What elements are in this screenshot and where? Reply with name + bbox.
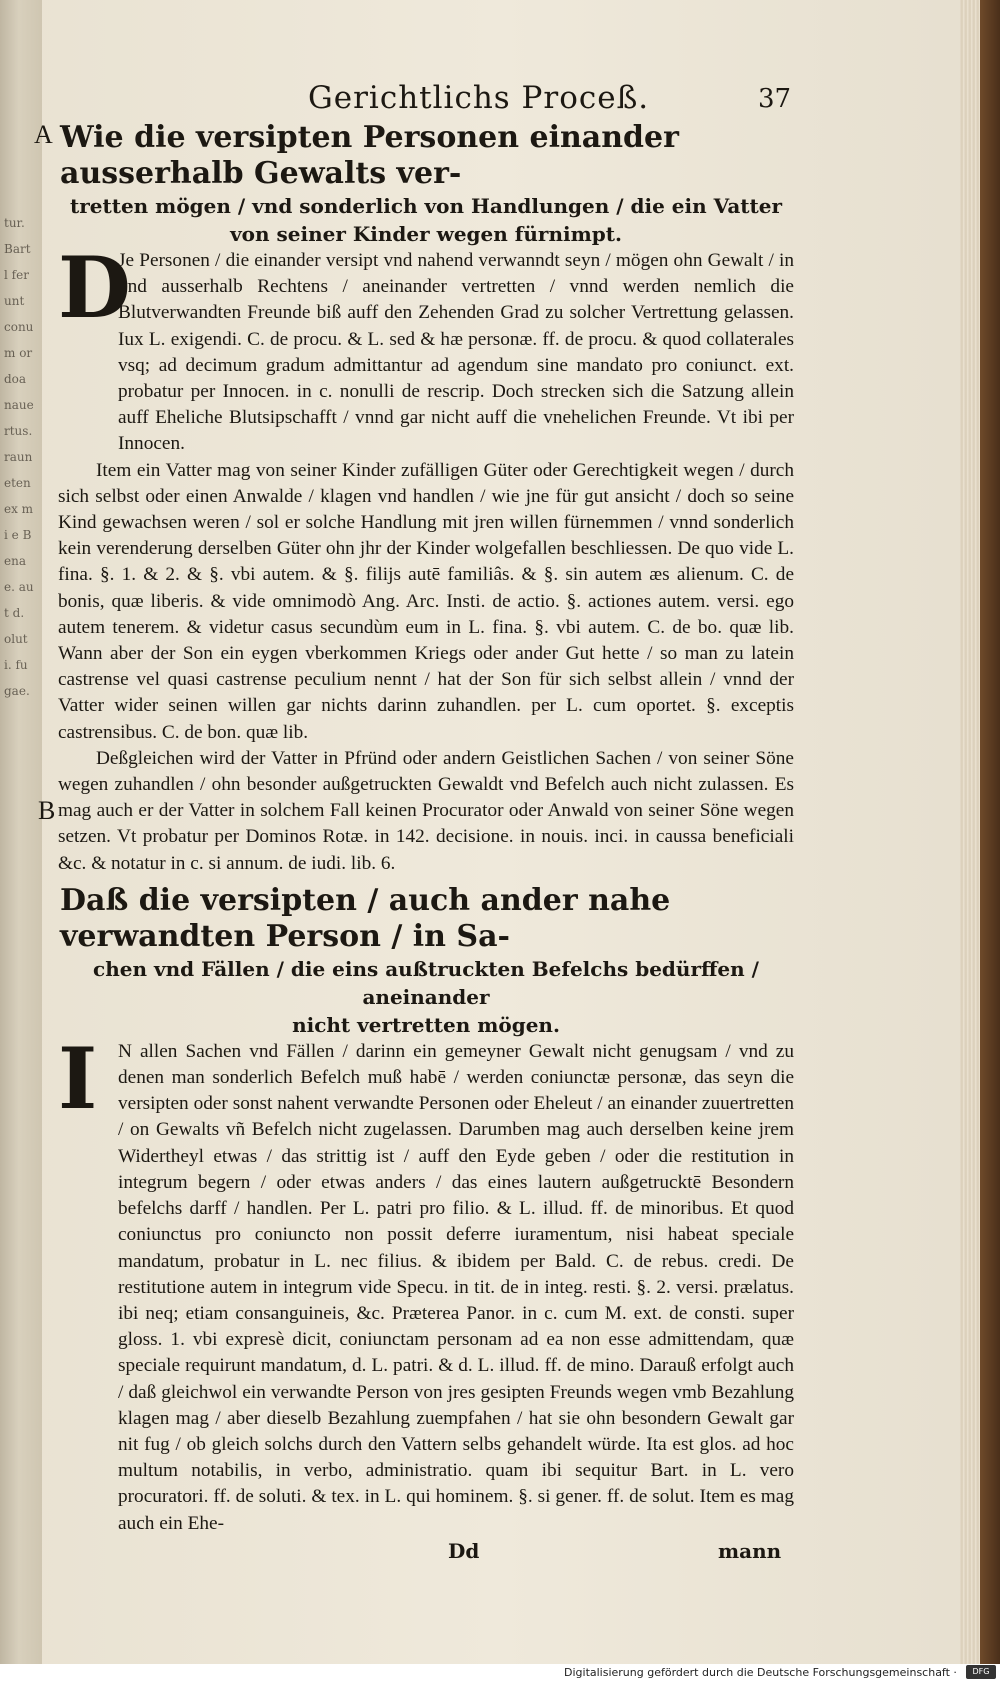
marginal-letter-b: B [38,796,56,825]
heading-1-line-2: tretten mögen / vnd sonderlich von Handlungen / die ein Vatter [69,194,783,218]
running-head [58,80,794,120]
digitization-credit: Digitalisierung gefördert durch die Deutsche Forschungsgemeinschaft · [564,1666,957,1679]
heading-2-line-2: chen vnd Fällen / die eins außtruckten Befelchs bedürffen / aneinander [93,956,759,1009]
section-heading-1 [58,120,794,248]
catchword: mann [718,1538,782,1563]
dropcap-i: I [58,1028,98,1128]
catch-line [58,1539,794,1569]
text-page [34,80,794,1569]
section-heading-2 [58,883,794,1039]
marginal-letter-a: A [34,120,53,149]
heading-2-line-1: Daß die versipten / auch ander nahe verwandten Person / in Sa- [60,882,671,954]
section-1-paragraph-1: Je Personen / die einander versipt vnd nahend verwanndt seyn / mögen ohn Gewalt / in vnd ausserhalb Rechtens / aneinander vertretten / vnnd werden nemlich die Blutverwandten Freunde biß auff den Zehenden Grad zu solcher Vertrettung gelassen. Iux L. exigendi. C. de procu. & L. sed & hæ personæ. ff. de procu. & quod collaterales vsq; ad decimum gradum admittantur ad agendum sine mandato pro coniunct. ext. probatur per Innocen. in c. nonulli de rescrip. Doch strecken sich die Satzung allein auff Eheliche Blutsipschafft / vnnd gar nicht auff die vnehelichen Freunde. Vt ibi per Innocen. [118,250,794,455]
book-cover-edge [980,0,1000,1664]
section-2-opening [58,1028,794,1537]
dfg-logo: DFG [966,1665,996,1679]
running-title: Gerichtlichs Proceß. [308,80,650,116]
section-1-paragraph-3: Deßgleichen wird der Vatter in Pfründ oder andern Geistlichen Sachen / von seiner Söne wegen zuhandlen / ohn besonder außgetruckten Gewaldt vnd Befelch auch nicht zulassen. Es mag auch er der Vatter in solchem Fall keinen Procurator oder Anwald von seiner Söne wegen setzen. Vt probatur per Dominos Rotæ. in 142. decisione. in nouis. inci. in caussa beneficiali &c. & notatur in c. si annum. de iudi. lib. 6. [58,747,794,874]
previous-page-fragment: tur. Bartl ferunt conum ordoa nauertus. rauneten ex mi e Benae. aut d. oluti. fugae. [4,216,34,698]
binding-edge [0,0,42,1664]
signature-mark: Dd [448,1538,480,1563]
section-2-paragraph-1: N allen Sachen vnd Fällen / darinn ein gemeyner Gewalt nicht genugsam / vnd zu denen man sonderlich Befelch muß habē / werden coniunctæ personæ, das seyn die versipten oder sonst nahent verwandte Personen oder Eheleut / an einander zuuertretten / on Gewalts vñ Befelch nicht zugelassen. Darumben mag auch derselben keine jrem Widertheyl etwas / das strittig ist / auff den Eyde geben / oder die restitution in integrum begern / oder etwas anders / das eines lautern außgetrucktē Besondern befelchs darff / handlen. Per L. patri pro filio. & L. illud. ff. de minoribus. Et quod coniunctus pro coniuncto non possit deferre iuramentum, nisi habeat speciale mandatum, probatur in L. nec filius. & ibidem per Bald. C. de rebus. credi. De restitutione autem in integrum vide Specu. in tit. de in integ. resti. §. 2. versi. prælatus. ibi neq; etiam consanguineis, &c. Præterea Panor. in c. cum M. ext. de consti. super gloss. 1. vbi expresè dicit, coniunctam personam ad ea non esse admittendam, quæ speciale requirunt mandatum, d. L. patri. & d. L. illud. ff. de mino. Darauß erfolgt auch / daß gleichwol ein verwandte Person von jres gesipten Freunds wegen vmb Bezahlung klagen mag / aber dieselb Bezahlung zuempfahen / hat sie ohn besondern Gewalt gar nit fug / ob gleich solchs durch den Vattern selbs gehandelt würde. Ita est glos. ad hoc multum notabilis, in verbo, administratio. quam ibi sequitur Bart. in L. vero procuratori. ff. de soluti. & tex. in L. qui hominem. §. si gener. ff. de solut. Item es mag auch ein Ehe- [118,1040,794,1534]
page-number: 37 [758,84,792,114]
heading-2-line-3: nicht vertretten mögen. [292,1012,560,1037]
dropcap-d: D [58,238,131,337]
section-1-paragraph-2: Item ein Vatter mag von seiner Kinder zufälligen Güter oder Gerechtigkeit wegen / durch sich selbst oder einen Anwalde / klagen vnd handlen / wie jne für gut ansicht / doch so seine Kind gewachsen weren / sol er solche Handlung mit jren willen fürnemmen / vnnd sonderlich kein verenderung derselben Güter ohn jhr der Kinder wolgefallen beschliessen. De quo vide L. fina. §. 1. & 2. & §. vbi autem. & §. filijs autē familiâs. & §. sin autem æs alienum. C. de bonis, quæ liberis. & vide omnimodò Ang. Arc. Insti. de actio. §. actiones autem. versi. ego autem tenerem. & videtur casus secundùm eum in L. fina. §. vbi autem. C. de bo. quæ lib. Wann aber der Son ein eygen vberkommen Kriegs oder ander Gut hette / so man zu latein castrense vel quasi castrense peculium nennt / hat der Son für sich selbst allein / vnnd der Vatter wider seinen willen gar nichts darinn zuhandlen. per L. cum oportet. §. exceptis castrensibus. C. de bon. quæ lib. [58,459,794,743]
page-stack-edge [960,0,980,1664]
heading-1-line-3: von seiner Kinder wegen fürnimpt. [230,222,622,246]
heading-1-line-1: Wie die versipten Personen einander ausserhalb Gewalts ver- [60,120,679,191]
section-1-opening [58,238,794,458]
